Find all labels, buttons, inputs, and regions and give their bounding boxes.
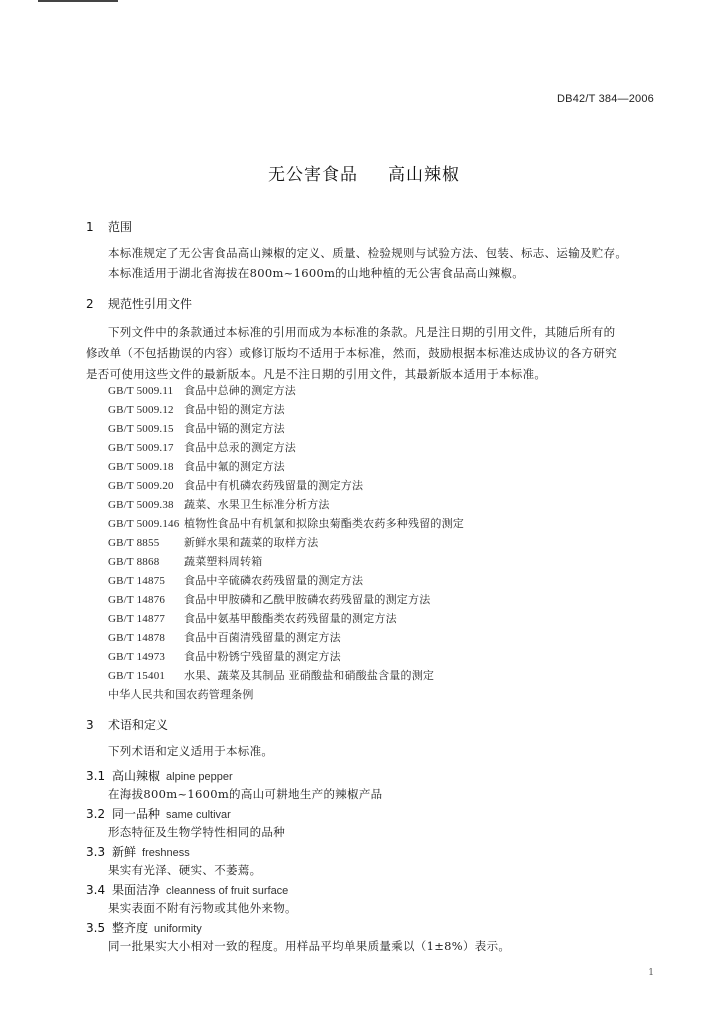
paragraph-line: 是否可使用这些文件的最新版本。凡是不注日期的引用文件，其最新版本适用于本标准。 — [86, 367, 547, 381]
term-english: cleanness of fruit surface — [166, 885, 289, 897]
reference-code: GB/T 5009.38 — [108, 499, 174, 511]
reference-code: GB/T 5009.15 — [108, 423, 174, 435]
reference-title: 食品中氨基甲酸酯类农药残留量的测定方法 — [184, 612, 397, 625]
term-name: 高山辣椒 — [112, 769, 161, 783]
reference-title: 食品中总砷的测定方法 — [184, 384, 296, 397]
scan-edge-line — [38, 0, 118, 2]
reference-title: 食品中总汞的测定方法 — [184, 441, 296, 454]
reference-title: 新鲜水果和蔬菜的取样方法 — [184, 536, 319, 549]
term-english: same cultivar — [166, 809, 231, 821]
section-title: 术语和定义 — [108, 718, 169, 732]
section-number: 1 — [86, 220, 94, 234]
reference-item — [108, 401, 285, 417]
term-heading — [86, 767, 233, 784]
section-title: 范围 — [108, 220, 133, 234]
paragraph-line: 下列文件中的条款通过本标准的引用而成为本标准的条款。凡是注日期的引用文件，其随后所有的 — [108, 325, 616, 339]
term-name: 整齐度 — [112, 921, 149, 935]
reference-code: GB/T 5009.12 — [108, 404, 174, 416]
reference-title: 食品中百菌清残留量的测定方法 — [184, 631, 341, 644]
term-english: uniformity — [154, 923, 202, 935]
reference-item — [108, 591, 430, 607]
term-number: 3.2 — [86, 807, 106, 821]
reference-item — [108, 667, 434, 683]
reference-title: 食品中氟的测定方法 — [184, 460, 285, 473]
term-definition: 果实表面不附有污物或其他外来物。 — [108, 901, 297, 915]
reference-title: 食品中有机磷农药残留量的测定方法 — [184, 479, 364, 492]
section-3-heading — [86, 716, 168, 733]
reference-code: GB/T 15401 — [108, 670, 166, 682]
reference-code: GB/T 5009.11 — [108, 385, 174, 397]
reference-title: 水果、蔬菜及其制品 亚硝酸盐和硝酸盐含量的测定 — [184, 669, 435, 682]
reference-code: GB/T 8855 — [108, 537, 160, 549]
term-number: 3.4 — [86, 883, 106, 897]
reference-title: 食品中镉的测定方法 — [184, 422, 285, 435]
reference-title: 蔬菜、水果卫生标准分析方法 — [184, 498, 330, 511]
reference-item — [108, 534, 318, 550]
section-2-heading — [86, 295, 192, 312]
title-part-2: 高山辣椒 — [388, 165, 460, 185]
reference-code: GB/T 14973 — [108, 651, 166, 663]
reference-title: 食品中铅的测定方法 — [184, 403, 285, 416]
term-definition: 形态特征及生物学特性相同的品种 — [108, 825, 285, 839]
reference-item — [108, 610, 397, 626]
term-heading — [86, 919, 202, 936]
reference-code: GB/T 5009.146 — [108, 518, 180, 530]
reference-code: GB/T 5009.20 — [108, 480, 174, 492]
term-heading — [86, 881, 288, 898]
reference-item — [108, 553, 262, 569]
reference-item — [108, 496, 330, 512]
reference-item — [108, 648, 341, 664]
document-code: DB42/T 384—2006 — [557, 93, 654, 105]
document-title — [0, 160, 728, 185]
section-number: 2 — [86, 297, 94, 311]
reference-code: GB/T 5009.18 — [108, 461, 174, 473]
reference-item — [108, 382, 296, 398]
paragraph-line: 本标准适用于湖北省海拔在800m~1600m的山地种植的无公害食品高山辣椒。 — [108, 266, 525, 280]
section-1-heading — [86, 218, 132, 235]
term-number: 3.5 — [86, 921, 106, 935]
term-definition: 在海拔800m~1600m的高山可耕地生产的辣椒产品 — [108, 787, 383, 801]
term-heading — [86, 843, 190, 860]
reference-code: GB/T 14877 — [108, 613, 166, 625]
reference-item — [108, 629, 341, 645]
title-part-1: 无公害食品 — [268, 165, 358, 185]
reference-extra: 中华人民共和国农药管理条例 — [108, 688, 254, 701]
term-name: 新鲜 — [112, 845, 137, 859]
section-number: 3 — [86, 718, 94, 732]
term-english: alpine pepper — [166, 771, 233, 783]
reference-title: 植物性食品中有机氯和拟除虫菊酯类农药多种残留的测定 — [184, 517, 464, 530]
term-number: 3.3 — [86, 845, 106, 859]
reference-code: GB/T 8868 — [108, 556, 160, 568]
section-title: 规范性引用文件 — [108, 297, 193, 311]
paragraph-line: 本标准规定了无公害食品高山辣椒的定义、质量、检验规则与试验方法、包装、标志、运输及贮存。 — [108, 246, 628, 260]
term-definition: 果实有光泽、硬实、不萎蔫。 — [108, 863, 262, 877]
term-name: 果面洁净 — [112, 883, 161, 897]
reference-code: GB/T 14876 — [108, 594, 166, 606]
paragraph-line: 修改单（不包括勘误的内容）或修订版均不适用于本标准，然而，鼓励根据本标准达成协议的各方研究 — [86, 346, 617, 360]
reference-item — [108, 439, 296, 455]
page-number: 1 — [648, 968, 654, 978]
term-name: 同一品种 — [112, 807, 161, 821]
term-number: 3.1 — [86, 769, 106, 783]
reference-item — [108, 515, 464, 531]
reference-title: 食品中甲胺磷和乙酰甲胺磷农药残留量的测定方法 — [184, 593, 431, 606]
reference-item — [108, 477, 363, 493]
term-heading — [86, 805, 231, 822]
reference-item — [108, 420, 285, 436]
reference-item — [108, 458, 285, 474]
paragraph-line: 下列术语和定义适用于本标准。 — [108, 744, 274, 758]
reference-item — [108, 572, 363, 588]
reference-title: 食品中粉锈宁残留量的测定方法 — [184, 650, 341, 663]
reference-code: GB/T 5009.17 — [108, 442, 174, 454]
reference-code: GB/T 14878 — [108, 632, 166, 644]
reference-code: GB/T 14875 — [108, 575, 166, 587]
term-definition: 同一批果实大小相对一致的程度。用样品平均单果质量乘以（1±8%）表示。 — [108, 939, 511, 953]
term-english: freshness — [142, 847, 190, 859]
reference-title: 蔬菜塑料周转箱 — [184, 555, 263, 568]
reference-title: 食品中辛硫磷农药残留量的测定方法 — [184, 574, 364, 587]
